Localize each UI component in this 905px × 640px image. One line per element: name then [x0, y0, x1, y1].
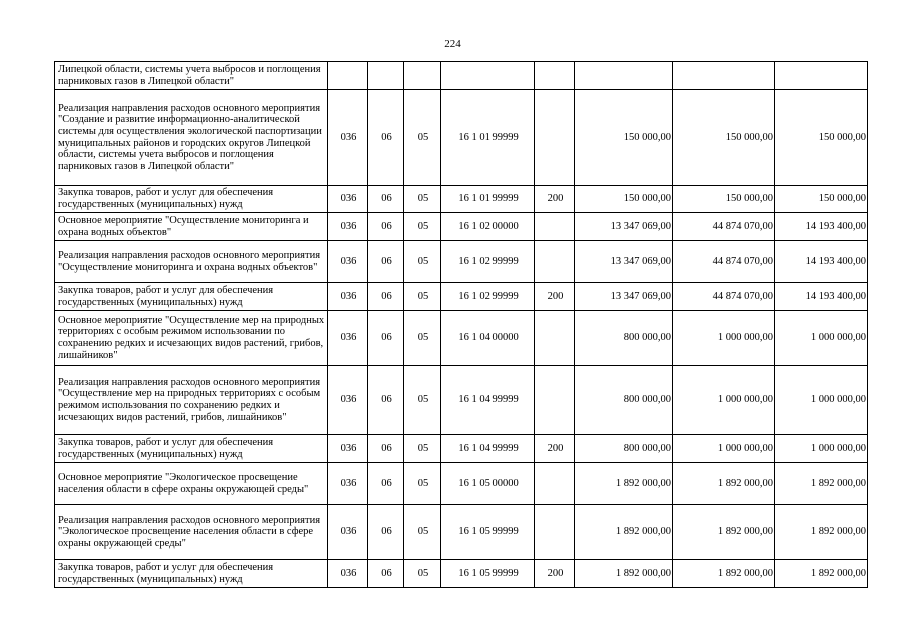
cell-amount-year1: [575, 62, 673, 90]
cell-amount-year3: 14 193 400,00: [775, 213, 868, 241]
cell-target-article: 16 1 01 99999: [441, 186, 535, 213]
cell-section: 06: [368, 366, 404, 435]
table-row: [55, 560, 868, 588]
table-row: [55, 241, 868, 283]
cell-expense-kind: [535, 90, 575, 186]
cell-admin-code: 036: [328, 186, 368, 213]
cell-expense-kind: [535, 311, 575, 366]
cell-subsection: 05: [404, 366, 441, 435]
cell-amount-year2: 44 874 070,00: [673, 213, 775, 241]
cell-description: Закупка товаров, работ и услуг для обеспечения государственных (муниципальных) нужд: [55, 186, 328, 213]
cell-description: Основное мероприятие "Осуществление мониторинга и охрана водных объектов": [55, 213, 328, 241]
cell-amount-year2: 1 892 000,00: [673, 463, 775, 505]
cell-description: Закупка товаров, работ и услуг для обеспечения государственных (муниципальных) нужд: [55, 283, 328, 311]
cell-expense-kind: [535, 62, 575, 90]
cell-target-article: 16 1 04 00000: [441, 311, 535, 366]
cell-subsection: [404, 62, 441, 90]
cell-amount-year1: 150 000,00: [575, 90, 673, 186]
cell-amount-year3: 1 000 000,00: [775, 311, 868, 366]
cell-section: 06: [368, 90, 404, 186]
table-row: [55, 435, 868, 463]
cell-amount-year1: 800 000,00: [575, 435, 673, 463]
cell-target-article: [441, 62, 535, 90]
cell-expense-kind: [535, 213, 575, 241]
cell-target-article: 16 1 01 99999: [441, 90, 535, 186]
cell-section: 06: [368, 311, 404, 366]
cell-section: 06: [368, 463, 404, 505]
cell-section: 06: [368, 283, 404, 311]
cell-amount-year2: 1 892 000,00: [673, 560, 775, 588]
cell-admin-code: 036: [328, 283, 368, 311]
cell-subsection: 05: [404, 463, 441, 505]
cell-subsection: 05: [404, 186, 441, 213]
cell-subsection: 05: [404, 90, 441, 186]
cell-subsection: 05: [404, 283, 441, 311]
table-row: [55, 463, 868, 505]
cell-amount-year3: 1 892 000,00: [775, 505, 868, 560]
cell-amount-year2: 44 874 070,00: [673, 283, 775, 311]
cell-description: Основное мероприятие "Экологическое просвещение населения области в сфере охраны окружающей среды": [55, 463, 328, 505]
cell-target-article: 16 1 02 99999: [441, 283, 535, 311]
cell-amount-year3: 1 000 000,00: [775, 366, 868, 435]
page-number: 224: [444, 38, 461, 50]
cell-description: Реализация направления расходов основного мероприятия "Осуществление мониторинга и охрана водных объектов": [55, 241, 328, 283]
cell-admin-code: 036: [328, 241, 368, 283]
cell-section: [368, 62, 404, 90]
cell-subsection: 05: [404, 560, 441, 588]
cell-target-article: 16 1 05 99999: [441, 560, 535, 588]
cell-amount-year3: 1 892 000,00: [775, 560, 868, 588]
cell-description: Липецкой области, системы учета выбросов и поглощения парниковых газов в Липецкой области": [55, 62, 328, 90]
cell-amount-year1: 1 892 000,00: [575, 560, 673, 588]
cell-admin-code: 036: [328, 366, 368, 435]
cell-subsection: 05: [404, 435, 441, 463]
cell-expense-kind: 200: [535, 435, 575, 463]
cell-admin-code: 036: [328, 505, 368, 560]
cell-section: 06: [368, 435, 404, 463]
cell-amount-year3: 150 000,00: [775, 90, 868, 186]
cell-amount-year2: 1 000 000,00: [673, 311, 775, 366]
cell-amount-year3: 150 000,00: [775, 186, 868, 213]
cell-section: 06: [368, 505, 404, 560]
cell-section: 06: [368, 213, 404, 241]
cell-subsection: 05: [404, 505, 441, 560]
cell-target-article: 16 1 02 99999: [441, 241, 535, 283]
cell-expense-kind: [535, 463, 575, 505]
cell-amount-year2: 150 000,00: [673, 186, 775, 213]
cell-amount-year1: 800 000,00: [575, 366, 673, 435]
cell-description: Реализация направления расходов основного мероприятия "Создание и развитие информационно-аналитической системы для осуществления экологической паспортизации муниципальных районов и городских округов Липецкой области, системы учета выбросов и поглощения парниковых газов в Липецкой области": [55, 90, 328, 186]
cell-subsection: 05: [404, 311, 441, 366]
cell-admin-code: 036: [328, 560, 368, 588]
table-row: [55, 186, 868, 213]
budget-table: [54, 61, 868, 588]
cell-target-article: 16 1 04 99999: [441, 366, 535, 435]
cell-admin-code: 036: [328, 90, 368, 186]
cell-section: 06: [368, 241, 404, 283]
cell-expense-kind: [535, 241, 575, 283]
cell-amount-year2: [673, 62, 775, 90]
cell-expense-kind: [535, 366, 575, 435]
cell-amount-year1: 13 347 069,00: [575, 241, 673, 283]
cell-description: Реализация направления расходов основного мероприятия "Экологическое просвещение населения области в сфере охраны окружающей среды": [55, 505, 328, 560]
cell-amount-year3: 1 000 000,00: [775, 435, 868, 463]
cell-amount-year2: 1 000 000,00: [673, 435, 775, 463]
cell-amount-year1: 800 000,00: [575, 311, 673, 366]
cell-admin-code: 036: [328, 435, 368, 463]
cell-description: Закупка товаров, работ и услуг для обеспечения государственных (муниципальных) нужд: [55, 435, 328, 463]
table-row: [55, 213, 868, 241]
cell-amount-year1: 13 347 069,00: [575, 213, 673, 241]
cell-section: 06: [368, 560, 404, 588]
cell-amount-year2: 1 892 000,00: [673, 505, 775, 560]
table-row: [55, 283, 868, 311]
cell-description: Основное мероприятие "Осуществление мер на природных территориях с особым режимом использовании по сохранению редких и исчезающих видов растений, грибов, лишайников": [55, 311, 328, 366]
cell-amount-year1: 1 892 000,00: [575, 463, 673, 505]
table-body: [55, 62, 868, 588]
cell-amount-year2: 1 000 000,00: [673, 366, 775, 435]
cell-amount-year2: 44 874 070,00: [673, 241, 775, 283]
cell-target-article: 16 1 05 99999: [441, 505, 535, 560]
table-row: [55, 366, 868, 435]
cell-expense-kind: 200: [535, 186, 575, 213]
cell-description: Закупка товаров, работ и услуг для обеспечения государственных (муниципальных) нужд: [55, 560, 328, 588]
table-row: [55, 311, 868, 366]
cell-target-article: 16 1 05 00000: [441, 463, 535, 505]
cell-target-article: 16 1 02 00000: [441, 213, 535, 241]
cell-admin-code: [328, 62, 368, 90]
cell-admin-code: 036: [328, 311, 368, 366]
cell-amount-year1: 150 000,00: [575, 186, 673, 213]
table-row: [55, 90, 868, 186]
cell-subsection: 05: [404, 213, 441, 241]
cell-admin-code: 036: [328, 213, 368, 241]
cell-amount-year3: 1 892 000,00: [775, 463, 868, 505]
table-row: [55, 62, 868, 90]
cell-expense-kind: 200: [535, 283, 575, 311]
cell-subsection: 05: [404, 241, 441, 283]
cell-target-article: 16 1 04 99999: [441, 435, 535, 463]
table-row: [55, 505, 868, 560]
cell-amount-year1: 13 347 069,00: [575, 283, 673, 311]
cell-expense-kind: [535, 505, 575, 560]
cell-amount-year3: 14 193 400,00: [775, 283, 868, 311]
cell-amount-year2: 150 000,00: [673, 90, 775, 186]
cell-admin-code: 036: [328, 463, 368, 505]
cell-amount-year1: 1 892 000,00: [575, 505, 673, 560]
cell-section: 06: [368, 186, 404, 213]
cell-amount-year3: 14 193 400,00: [775, 241, 868, 283]
cell-description: Реализация направления расходов основного мероприятия "Осуществление мер на природных территориях с особым режимом использования по сохранению редких и исчезающих видов растений, грибов, лишайников": [55, 366, 328, 435]
cell-expense-kind: 200: [535, 560, 575, 588]
cell-amount-year3: [775, 62, 868, 90]
